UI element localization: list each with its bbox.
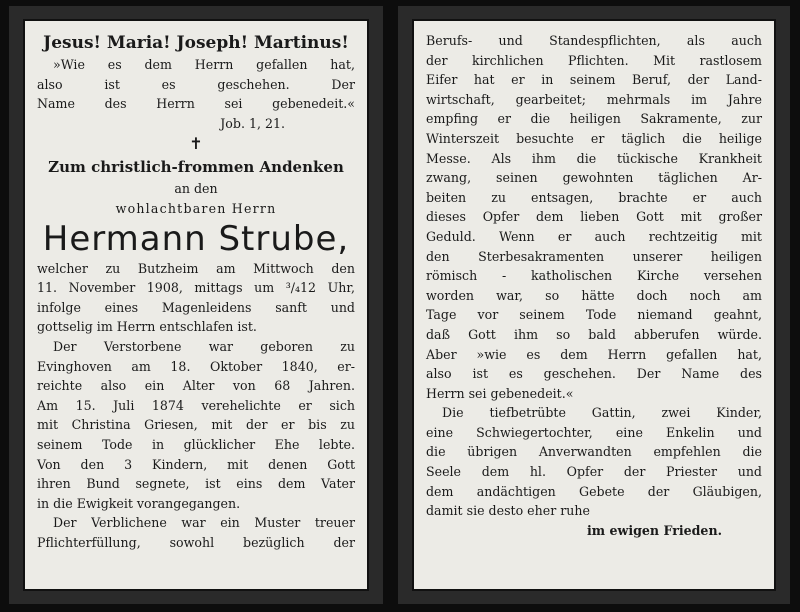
body-line: beiten zu entsagen, brachte er auch [426,189,762,205]
body-line: römisch - katholischen Kirche versehen [426,268,762,284]
body-line: seinem Tode in glücklicher Ehe lebte. [37,436,355,452]
body-line: Geduld. Wenn er auch rechtzeitig mit [426,228,762,244]
body-line: Der Verstorbene war geboren zu [53,338,355,354]
body-line: Pflichterfüllung, sowohl bezüglich der [37,534,355,550]
deceased-name: Hermann Strube, [42,218,350,259]
body-line: Die tiefbetrübte Gattin, zwei Kinder, [442,405,762,421]
body-line: wirtschaft, gearbeitet; mehrmals im Jahre [426,91,762,107]
body-line: dem andächtigen Gebete der Gläubigen, [426,483,762,499]
quote-line: »Wie es dem Herrn gefallen hat, [53,57,355,72]
left-card [9,6,383,604]
right-card-content [412,19,776,591]
quote-line: also ist es geschehen. Der [37,76,355,92]
title: wohlachtbaren Herrn [115,200,277,216]
body-line: den Sterbesakramenten unserer heiligen [426,248,762,264]
body-line: Eifer hat er in seinem Beruf, der Land- [426,72,762,88]
body-line: reichte also ein Alter von 68 Jahren. [37,378,355,394]
body-line: Winterszeit besuchte er täglich die heilige [426,130,762,146]
left-card-content [23,19,369,591]
body-line: also ist es geschehen. Der Name des [426,366,762,382]
body-line: gottselig im Herrn entschlafen ist. [37,319,257,335]
body-line: Der Verblichene war ein Muster treuer [53,515,355,531]
body-line: dieses Opfer dem lieben Gott mit großer [426,209,762,225]
body-line: eine Schwiegertochter, eine Enkelin und [426,424,762,440]
body-line: die übrigen Anverwandten empfehlen die [426,444,762,460]
body-line: Berufs- und Standespflichten, als auch [426,33,762,48]
body-line: infolge eines Magenleidens sanft und [37,299,355,315]
quote-line: Name des Herrn sei gebenedeit.« [37,96,355,112]
body-line: in die Ewigkeit vorangegangen. [37,495,241,511]
body-line: der kirchlichen Pflichten. Mit rastlosem [426,52,762,68]
body-line: Aber »wie es dem Herrn gefallen hat, [426,346,762,362]
body-line: mit Christina Griesen, mit der er bis zu [37,417,355,433]
body-line: welcher zu Butzheim am Mittwoch den [37,260,355,276]
body-line: damit sie desto eher ruhe [426,503,590,519]
body-line: Herrn sei gebenedeit.« [426,385,574,401]
citation: Job. 1, 21. [220,115,285,131]
body-line: ihren Bund segnete, ist eins dem Vater [37,476,355,492]
cross-icon: ✝ [189,134,203,154]
an-den: an den [174,181,218,197]
body-line: Messe. Als ihm die tückische Krankheit [426,150,762,166]
dedication: Zum christlich-frommen Andenken [48,158,344,177]
body-line: Am 15. Juli 1874 verehelichte er sich [37,397,355,413]
heading: Jesus! Maria! Joseph! Martinus! [43,33,349,53]
closing-line: im ewigen Frieden. [586,522,722,538]
body-line: daß Gott ihm so bald abberufen würde. [426,326,762,342]
body-line: 11. November 1908, mittags um ³/₄12 Uhr, [37,280,355,296]
body-line: Tage vor seinem Tode niemand geahnt, [426,307,762,323]
right-card [398,6,790,604]
body-line: Seele dem hl. Opfer der Priester und [426,464,762,480]
body-line: worden war, so hätte doch noch am [426,287,762,303]
body-line: empfing er die heiligen Sakramente, zur [426,111,762,127]
body-line: Evinghoven am 18. Oktober 1840, er- [37,358,355,374]
body-line: zwang, seinen gewohnten täglichen Ar- [426,170,762,186]
body-line: Von den 3 Kindern, mit denen Gott [37,456,355,472]
